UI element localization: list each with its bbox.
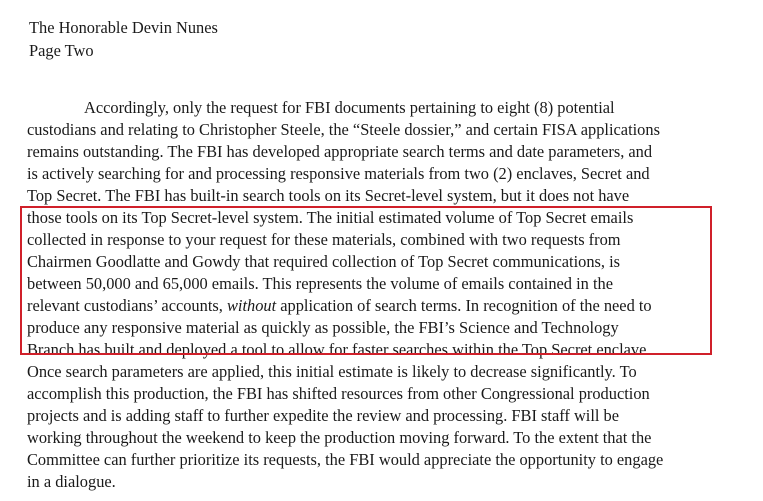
paragraph-line: Top Secret. The FBI has built-in search tools on its Secret-level system, but it does not have [27, 186, 630, 205]
paragraph-line: produce any responsive material as quickly as possible, the FBI’s Science and Technology [27, 318, 619, 337]
italic-emphasis: without [226, 296, 277, 315]
paragraph-line: Accordingly, only the request for FBI documents pertaining to eight (8) potential [84, 98, 615, 117]
paragraph-line: those tools on its Top Secret-level system. The initial estimated volume of Top Secret emails [27, 208, 634, 227]
paragraph-line: custodians and relating to Christopher Steele, the “Steele dossier,” and certain FISA applications [27, 120, 660, 139]
paragraph-line: working throughout the weekend to keep the production moving forward. To the extent that the [27, 428, 652, 447]
paragraph-line: Branch has built and deployed a tool to allow for faster searches within the Top Secret enclave. [27, 340, 651, 359]
paragraph-line: is actively searching for and processing responsive materials from two (2) enclaves, Secret and [27, 164, 650, 183]
paragraph-line: accomplish this production, the FBI has shifted resources from other Congressional production [27, 384, 650, 403]
highlight-box [20, 206, 712, 355]
paragraph-line: projects and is adding staff to further expedite the review and processing. FBI staff will be [27, 406, 620, 425]
paragraph-line: remains outstanding. The FBI has developed appropriate search terms and date parameters, and [27, 142, 653, 161]
paragraph-line: Once search parameters are applied, this initial estimate is likely to decrease significantly. To [27, 362, 637, 381]
recipient-line: The Honorable Devin Nunes [29, 18, 218, 37]
line-text: relevant custodians’ accounts, [27, 296, 227, 315]
paragraph-line: in a dialogue. [27, 472, 116, 491]
paragraph-line: Committee can further prioritize its requests, the FBI would appreciate the opportunity to engage [27, 450, 664, 469]
line-text: application of search terms. In recognition of the need to [276, 296, 652, 315]
paragraph-line: between 50,000 and 65,000 emails. This represents the volume of emails contained in the [27, 274, 613, 293]
paragraph-line: Chairmen Goodlatte and Gowdy that required collection of Top Secret communications, is [27, 252, 621, 271]
page-label: Page Two [29, 41, 94, 60]
paragraph-line: collected in response to your request for these materials, combined with two requests from [27, 230, 621, 249]
